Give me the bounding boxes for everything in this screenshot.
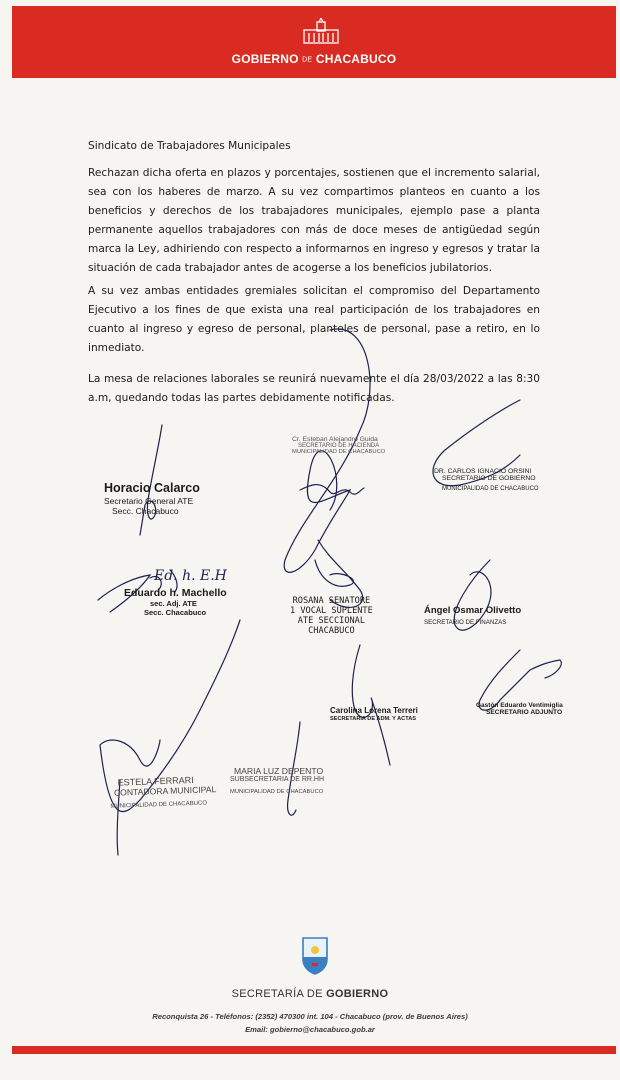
signer-unit: Secc. Chacabuco [112, 506, 179, 516]
footer-title-bold: GOBIERNO [326, 988, 389, 1000]
signer-name: MARIA LUZ DEPENTO [234, 766, 324, 776]
signature-calarco [104, 481, 200, 516]
footer-email: Email: gobierno@chacabuco.gob.ar [245, 1025, 375, 1034]
signer-unit: MUNICIPALIDAD DE CHACABUCO [292, 449, 386, 455]
signer-name: Horacio Calarco [104, 481, 200, 495]
signature-depento [230, 766, 324, 795]
signature-machello [124, 568, 227, 617]
heading-text: Sindicato de Trabajadores Municipales [88, 140, 291, 152]
signer-name: Ángel Osmar Olivetto [424, 605, 522, 616]
signature-ventimiglia [476, 702, 563, 716]
signature-senatore [290, 596, 373, 636]
signer-role: CONTADORA MUNICIPAL [113, 784, 217, 798]
signer-unit: MUNICIPALIDAD DE CHACABUCO [230, 789, 324, 795]
town-hall-logo-icon [300, 18, 342, 44]
footer-secretaria-title [0, 988, 620, 1000]
signer-role: SECRETARIA DE ADM. Y ACTAS [330, 716, 416, 722]
signer-role: SECRETARIO DE HACIENDA [298, 443, 380, 449]
footer-band [12, 1046, 616, 1054]
signature-olivetto [424, 605, 521, 626]
signature-ferrari [109, 774, 216, 810]
paragraph-2 [88, 282, 540, 358]
signer-role: SECRETARIO ADJUNTO [486, 709, 563, 716]
paragraph-3-text: La mesa de relaciones laborales se reunirá nuevamente el día 28/03/2022 a las 8:30 a.m, quedando todas las partes debidamente notificadas. [88, 373, 540, 404]
brand-word-chacabuco: CHACABUCO [315, 52, 397, 66]
paragraph-1 [88, 164, 540, 278]
signer-name: Cr. Esteban Alejandro Guida [292, 436, 378, 443]
signer-role: sec. Adj. ATE [150, 599, 197, 608]
paragraph-3 [88, 370, 540, 408]
signer-unit: MUNICIPALIDAD DE CHACABUCO [442, 486, 539, 492]
signer-script: Ed. h. E.H [154, 568, 227, 584]
signer-unit-2: CHACABUCO [308, 626, 355, 636]
signer-name: DR. CARLOS IGNACIO ORSINI [434, 468, 532, 475]
paragraph-2-text: A su vez ambas entidades gremiales solicitan el compromiso del Departamento Ejecutivo a los fines de que exista una real participación de los trabajadores en cuanto al ingreso y egreso de personal, planteles de personal, pase a retiro, en lo inmediato. [88, 285, 540, 354]
signer-role: Secretario General ATE [104, 496, 194, 506]
paragraph-1-text: Rechazan dicha oferta en plazos y porcentajes, sostienen que el incremento salarial, sea con los haberes de marzo. A su vez compartimos planteos en cuanto a los beneficios y derechos de los trabajadores municipales, ejemplo pase a planta permanente aquellos trabajadores con más de doce meses de antigüedad según marca la Ley, adhiriendo con respecto a informarnos en ingreso y egresos y tratar la situación de cada trabajador antes de acogerse a los beneficios jubilatorios. [88, 167, 540, 274]
signer-name: ESTELA FERRARI [117, 774, 194, 788]
signature-orsini [434, 468, 539, 492]
chacabuco-shield-icon [300, 935, 330, 975]
signer-name: Gastón Eduardo Ventimiglia [476, 702, 563, 709]
signer-unit: Secc. Chacabuco [144, 608, 207, 617]
signer-name: Eduardo h. Machello [124, 587, 227, 599]
brand-word-gobierno: GOBIERNO [231, 52, 299, 66]
footer-title-light: SECRETARÍA DE [231, 988, 327, 1000]
signature-guida [292, 436, 385, 455]
signer-role: SECRETARIO DE FINANZAS [424, 619, 507, 626]
signer-role: SUBSECRETARIA DE RR.HH [230, 776, 324, 783]
signer-name: ROSANA SENATORE [292, 596, 371, 606]
government-brand-text [12, 52, 616, 66]
signer-unit: ATE SECCIONAL [297, 616, 366, 626]
signer-unit: MUNICIPALIDAD DE CHACABUCO [110, 800, 208, 810]
letterhead-banner [12, 6, 616, 78]
footer-address: Reconquista 26 - Teléfonos: (2352) 470300 int. 104 - Chacabuco (prov. de Buenos Aires) [152, 1012, 468, 1021]
brand-word-de: DE [302, 56, 313, 64]
signer-role: 1 VOCAL SUPLENTE [290, 606, 373, 616]
signer-role: SECRETARIO DE GOBIERNO [442, 475, 536, 482]
section-heading [88, 137, 540, 156]
signature-terreri [330, 706, 418, 722]
signer-name: Carolina Lorena Terreri [330, 706, 418, 715]
